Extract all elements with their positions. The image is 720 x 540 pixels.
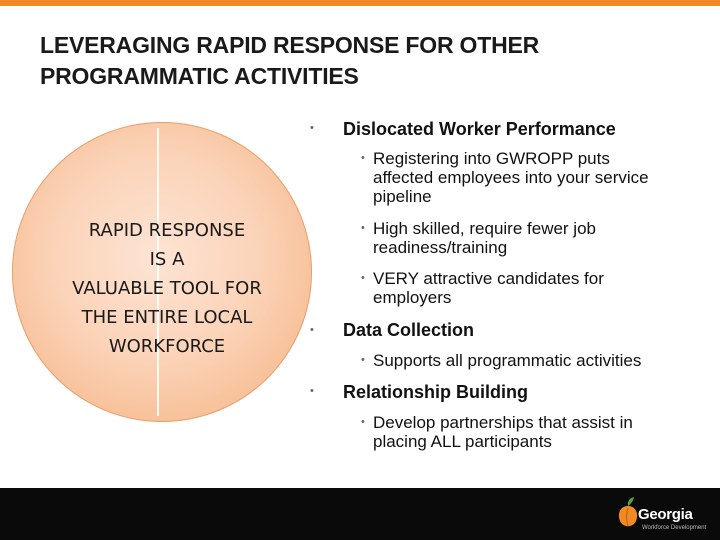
- callout-line-1: RAPID RESPONSE: [88, 220, 246, 241]
- sub-bullet-line: affected employees into your service: [373, 168, 649, 187]
- callout-line-4: THE ENTIRE LOCAL: [81, 307, 253, 328]
- bullet-dot: •: [310, 385, 314, 397]
- sub-bullet-very-attractive: [373, 269, 713, 307]
- sub-bullet-dot: •: [361, 152, 365, 164]
- slide-title-line-1: LEVERAGING RAPID RESPONSE FOR OTHER: [40, 32, 540, 58]
- sub-bullet-line: VERY attractive candidates for: [373, 269, 604, 288]
- sub-bullet-registering: [373, 149, 713, 206]
- sub-bullet-develop: [373, 413, 713, 451]
- sub-bullet-line: employers: [373, 288, 452, 307]
- sub-bullet-line: Supports all programmatic activities: [373, 351, 642, 370]
- logo-wordmark: Georgia: [638, 506, 693, 523]
- sub-bullet-line: Develop partnerships that assist in: [373, 413, 633, 432]
- sub-bullet-line: placing ALL participants: [373, 432, 552, 451]
- logo-subtext: Workforce Development: [642, 525, 707, 531]
- sub-bullet-line: pipeline: [373, 187, 432, 206]
- callout-line-2: IS A: [149, 249, 185, 270]
- slide-title: [40, 30, 700, 92]
- footer-bar: [0, 488, 720, 540]
- slide-title-line-2: PROGRAMMATIC ACTIVITIES: [40, 63, 359, 89]
- sub-bullet-line: readiness/training: [373, 238, 508, 257]
- sub-bullet-dot: •: [361, 222, 365, 234]
- sub-bullet-line: Registering into GWROPP puts: [373, 149, 610, 168]
- sub-bullet-dot: •: [361, 416, 365, 428]
- georgia-logo: [616, 492, 712, 538]
- bullet-dot: •: [310, 324, 314, 336]
- callout-line-3: VALUABLE TOOL FOR: [72, 278, 262, 299]
- sub-bullet-dot: •: [361, 272, 365, 284]
- bullet-dislocated-worker: Dislocated Worker Performance: [343, 119, 616, 139]
- bullet-data-collection: Data Collection: [343, 320, 475, 340]
- callout-text: [42, 216, 292, 361]
- sub-bullet-line: High skilled, require fewer job: [373, 219, 596, 238]
- callout-line-5: WORKFORCE: [108, 336, 226, 357]
- top-accent-bar: [0, 0, 720, 6]
- bullet-dot: •: [310, 122, 314, 134]
- sub-bullet-high-skilled: [373, 219, 713, 257]
- sub-bullet-supports: [373, 351, 713, 370]
- peach-icon: [616, 496, 640, 530]
- bullet-relationship-building: Relationship Building: [343, 382, 528, 402]
- sub-bullet-dot: •: [361, 354, 365, 366]
